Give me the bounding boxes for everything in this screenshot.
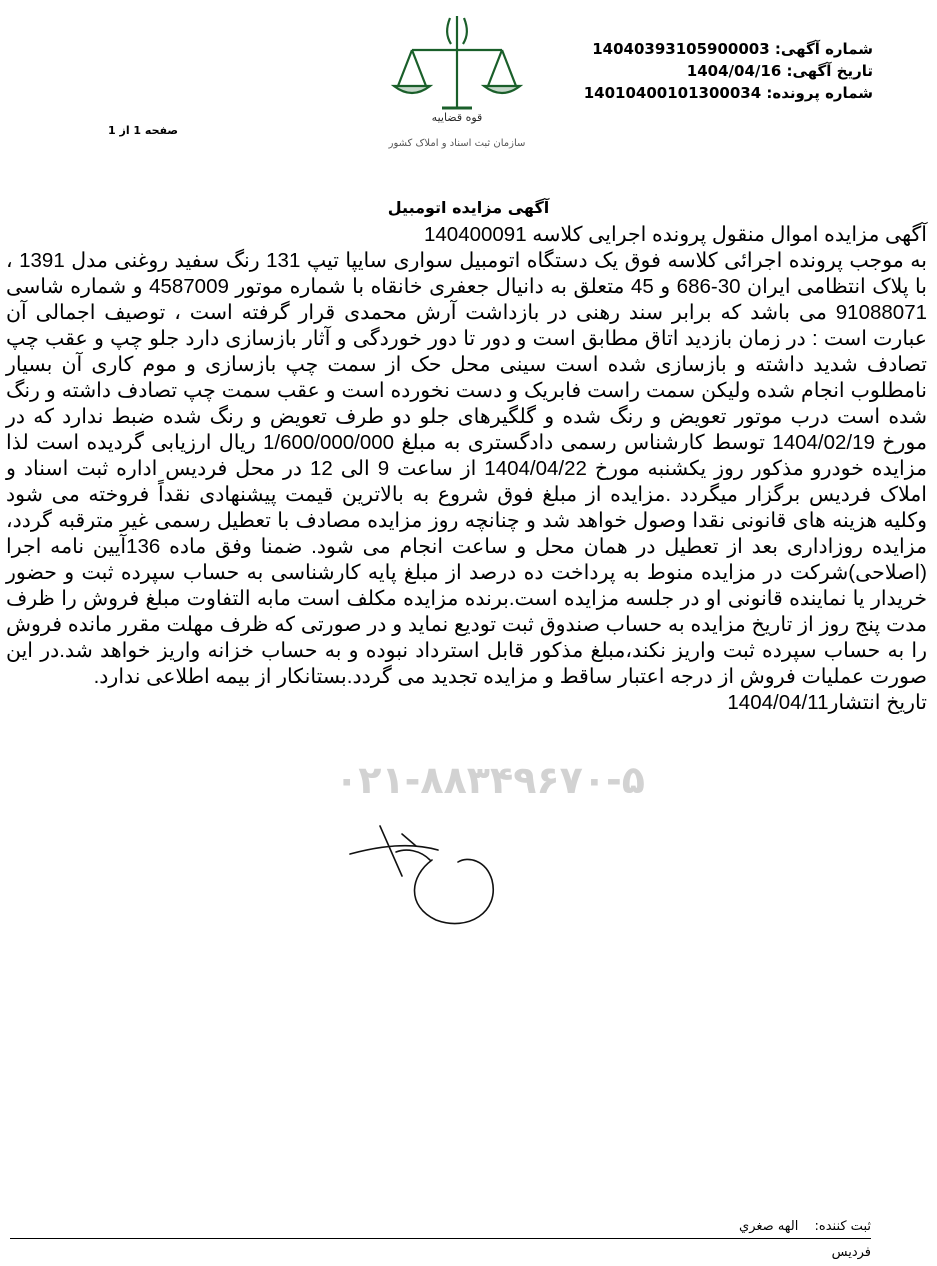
registrar-label: ثبت کننده: xyxy=(814,1219,871,1234)
page-indicator: صفحه 1 از 1 xyxy=(108,124,179,137)
watermark-phone: ۰۲۱-۸۸۳۴۹۶۷۰-۵ xyxy=(335,758,645,802)
notice-title: آگهی مزایده اتومبیل xyxy=(387,198,550,217)
office-name: فرديس xyxy=(831,1245,871,1260)
publish-date: 1404/04/11 xyxy=(727,691,829,714)
notice-body xyxy=(6,222,927,716)
publish-date-line xyxy=(6,690,927,716)
case-number-label: شماره پرونده: xyxy=(766,84,873,102)
emblem-caption-top: قوه قضاییه xyxy=(431,111,483,124)
case-number-row xyxy=(584,82,873,104)
registrar-row xyxy=(739,1214,871,1240)
registrar-name: الهه صغري xyxy=(739,1219,799,1234)
notice-date-label: تاریخ آگهی: xyxy=(786,62,873,80)
notice-date: 1404/04/16 xyxy=(686,62,782,80)
case-number: 14010400101300034 xyxy=(583,84,762,102)
body-paragraph: به موجب پرونده اجرائی کلاسه فوق یک دستگاه اتومبیل سواری سایپا تیپ 131 رنگ سفید روغنی مدل 1391 ، با پلاک انتظامی ایران 30-686 و 45 متعلق به دانیال جعفری خانقاه با شماره موتور 4587009 و شماره شاسی 91088071 می باشد که برابر سند رهنی در بازداشت آرش محمدی قرار گرفته است ، توصیف اجمالی آن عبارت است : در زمان بازدید اتاق مطابق است و دور تا دور خوردگی و آثار بازسازی دارد جلو چپ و عقب چپ تصادف شدید داشته و بازسازی شده است سینی محل حک از سمت چپ بازسازی و موم کاری آن بسیار نامطلوب انجام شده ولیکن سمت راست فابریک و دست نخورده است و عقب سمت چپ تصادف داشته و رنگ شده است درب موتور تعویض و رنگ شده و گلگیرهای جلو دو طرف تعویض و رنگ شده ضبط ندارد که در مورخ 1404/02/19 توسط کارشناس رسمی دادگستری به مبلغ 1/600/000/000 ریال ارزیابی گردیده است لذا مزایده خودرو مذکور روز یکشنبه مورخ 1404/04/22 از ساعت 9 الی 12 در محل فردیس اداره ثبت اسناد و املاک فردیس برگزار میگردد .مزایده از مبلغ فوق شروع به بالاترین قیمت پیشنهادی نقداً فروخته می شود وکلیه هزینه های قانونی نقدا وصول خواهد شد و چنانچه روز مزایده مصادف با تعطیل رسمی غیر مترقبه گردد، مزایده روزاداری بعد از تعطیل در همان محل و ساعت انجام می شود. ضمنا وفق ماده 136آیین نامه اجرا (اصلاحی)شرکت در مزایده منوط به پرداخت ده درصد از مبلغ پایه کارشناسی به حساب سپرده ثبت و حضور خریدار یا نماینده قانونی او در جلسه مزایده است.برنده مزایده مکلف است مابه التفاوت مبلغ فروش را ظرف مدت پنج روز از تاریخ مزایده به حساب صندوق ثبت تودیع نماید و در صورتی که ظرف مهلت مقرر مانده فروش را به حساب سپرده ثبت واریز نکند،مبلغ مذکور قابل استرداد نبوده و به حساب خزانه واریز خواهد شد.در این صورت عملیات فروش از درجه اعتبار ساقط و مزایده تجدید می گردد.بستانکار از بیمه اطلاعی ندارد. xyxy=(6,249,928,688)
emblem-caption-bottom: سازمان ثبت اسناد و املاک کشور xyxy=(388,138,526,149)
notice-number: 14040393105900003 xyxy=(592,40,770,58)
publish-date-label: تاریخ انتشار xyxy=(828,691,927,714)
signature xyxy=(340,816,510,936)
notice-number-row xyxy=(584,38,873,60)
footer-divider xyxy=(10,1238,871,1239)
notice-date-row xyxy=(584,60,873,82)
body-first-line: آگهی مزایده اموال منقول پرونده اجرایی کلاسه 140400091 xyxy=(423,223,927,246)
notice-number-label: شماره آگهی: xyxy=(774,40,873,58)
notice-metadata xyxy=(584,38,873,104)
judiciary-emblem xyxy=(372,8,542,158)
watermark xyxy=(290,745,690,815)
footer xyxy=(739,1214,871,1266)
